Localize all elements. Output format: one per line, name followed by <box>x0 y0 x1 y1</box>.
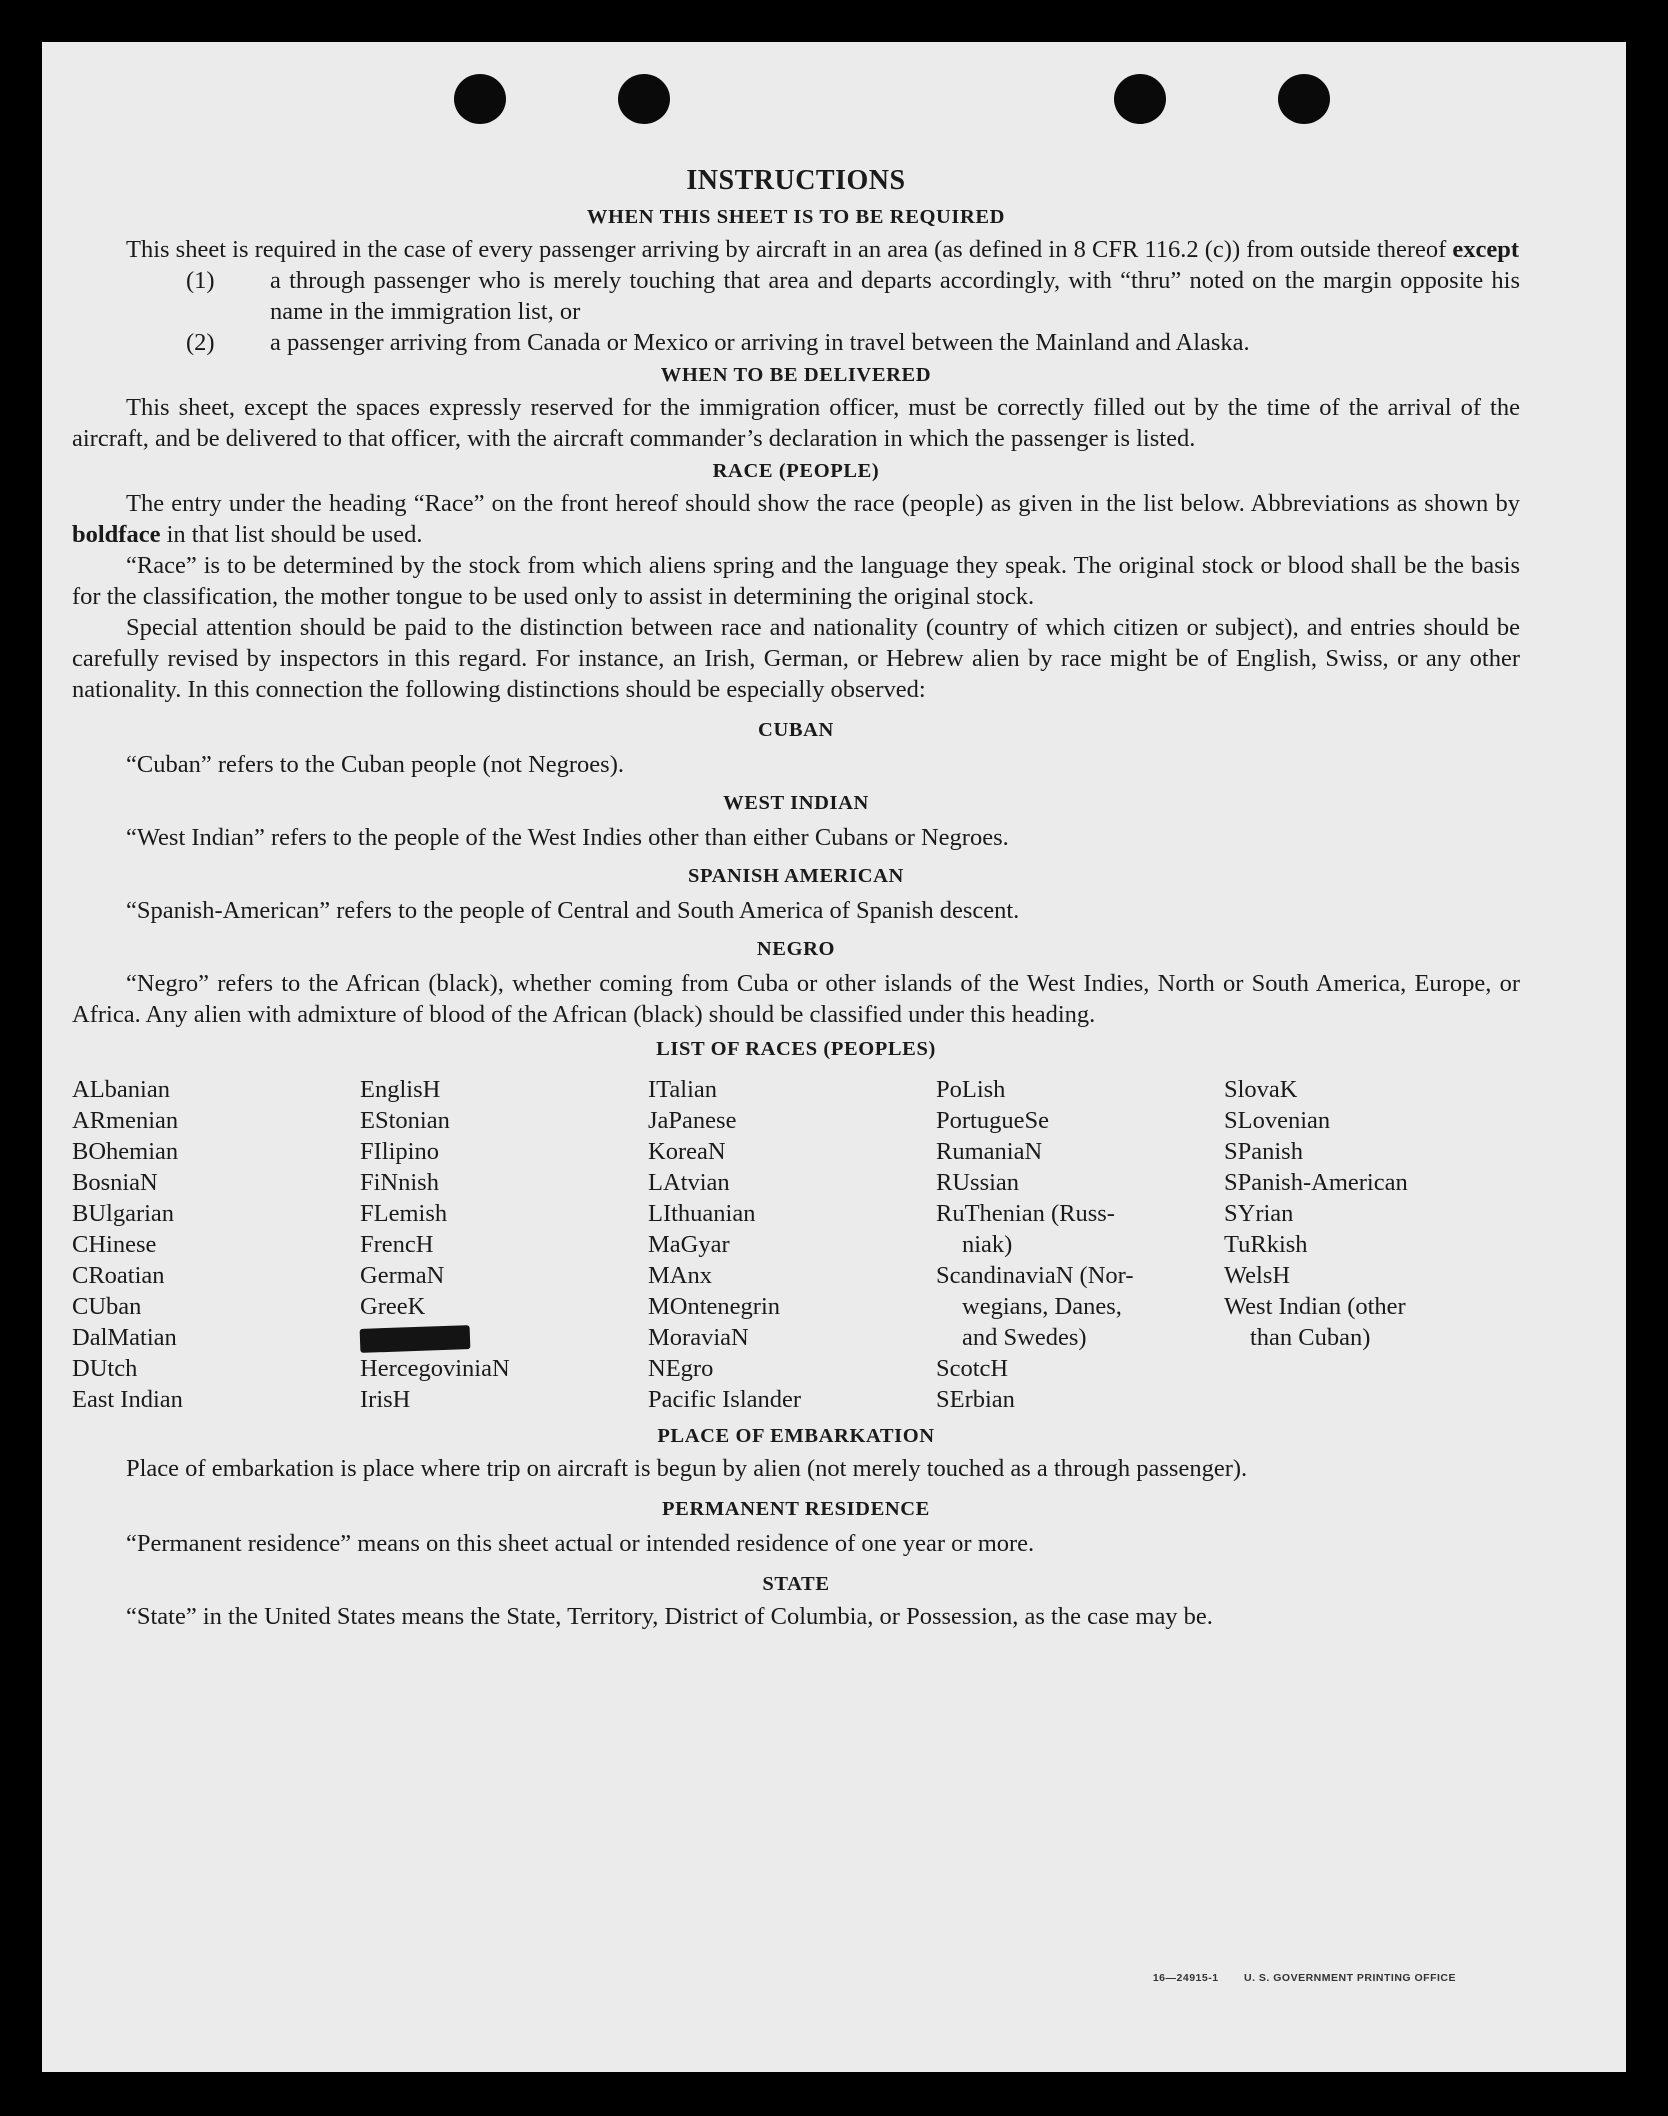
race-entry: RUssian <box>936 1169 1020 1196</box>
race-entry: ARmenian <box>72 1107 179 1134</box>
paragraph-race-1: The entry under the heading “Race” on the front hereof should show the race (people) as given in the list below. Abbreviations as shown by boldface in that list should be used. <box>72 490 1520 548</box>
heading-embarkation: PLACE OF EMBARKATION <box>657 1425 935 1447</box>
race-entry: SYrian <box>1224 1200 1294 1227</box>
heading-west-indian: WEST INDIAN <box>723 792 869 814</box>
heading-cuban: CUBAN <box>758 719 834 741</box>
race-entry: wegians, Danes, <box>962 1293 1122 1320</box>
race-entry: BUlgarian <box>72 1200 175 1227</box>
document-sheet <box>42 42 1626 2072</box>
race-column <box>1224 1074 1520 1415</box>
race-list <box>72 1074 1520 1415</box>
redaction-mark <box>360 1325 471 1353</box>
paragraph-race-2: “Race” is to be determined by the stock from which aliens spring and the language they speak. The original stock or blood shall be the basis for the classification, the mother tongue to be used only to assist in determining the original stock. <box>72 552 1520 610</box>
race-entry: WelsH <box>1224 1262 1291 1289</box>
race-entry: MOntenegrin <box>648 1293 780 1320</box>
punch-hole <box>1278 74 1330 124</box>
race-entry: PortugueSe <box>936 1107 1049 1134</box>
race-entry: GermaN <box>360 1262 445 1289</box>
race-entry: CUban <box>72 1293 142 1320</box>
race-entry: ITalian <box>648 1076 718 1103</box>
race-entry: RumaniaN <box>936 1138 1043 1165</box>
punch-hole <box>454 74 506 124</box>
race-entry: ScotcH <box>936 1355 1009 1382</box>
race-entry: EStonian <box>360 1107 450 1134</box>
race-entry: HercegoviniaN <box>360 1355 510 1382</box>
punch-hole <box>1114 74 1166 124</box>
race-entry: CRoatian <box>72 1262 165 1289</box>
race-entry: MoraviaN <box>648 1324 749 1351</box>
heading-permanent-residence: PERMANENT RESIDENCE <box>662 1498 930 1520</box>
race-entry: RuThenian (Russ- <box>936 1200 1115 1227</box>
race-entry: LIthuanian <box>648 1200 756 1227</box>
race-entry: Pacific Islander <box>648 1386 802 1413</box>
race-column <box>72 1074 360 1415</box>
race-entry: BosniaN <box>72 1169 158 1196</box>
race-entry: SLovenian <box>1224 1107 1331 1134</box>
paragraph-negro: “Negro” refers to the African (black), whether coming from Cuba or other islands of the West Indies, North or South America, Europe, or Africa. Any alien with admixture of blood of the African (black) should be classified under this heading. <box>72 970 1520 1028</box>
paragraph-cuban: “Cuban” refers to the Cuban people (not Negroes). <box>126 751 624 778</box>
punch-hole <box>618 74 670 124</box>
paragraph-when-required: This sheet is required in the case of every passenger arriving by aircraft in an area (as defined in 8 CFR 116.2 (c)) from outside thereof except <box>126 236 1520 263</box>
heading-race: RACE (PEOPLE) <box>712 460 880 482</box>
heading-when-delivered: WHEN TO BE DELIVERED <box>660 364 932 386</box>
print-footer <box>1131 1972 1456 1984</box>
race-column <box>360 1074 648 1415</box>
race-entry: FLemish <box>360 1200 448 1227</box>
race-entry: FIlipino <box>360 1138 439 1165</box>
paragraph-west-indian: “West Indian” refers to the people of the West Indies other than either Cubans or Negroes. <box>126 824 1009 851</box>
race-column <box>648 1074 936 1415</box>
paragraph-embarkation: Place of embarkation is place where trip on aircraft is begun by alien (not merely touched as a through passenger). <box>126 1455 1248 1482</box>
page-title: INSTRUCTIONS <box>686 165 906 196</box>
race-column <box>936 1074 1224 1415</box>
exception-item: (2) a passenger arriving from Canada or Mexico or arriving in travel between the Mainland and Alaska. <box>186 329 1250 356</box>
form-code: 16—24915-1 <box>1152 1972 1219 1984</box>
race-entry: SErbian <box>936 1386 1015 1413</box>
race-entry: TuRkish <box>1224 1231 1308 1258</box>
race-entry: EnglisH <box>360 1076 441 1103</box>
race-entry: JaPanese <box>648 1107 737 1134</box>
race-entry: GreeK <box>360 1293 426 1320</box>
race-entry: KoreaN <box>648 1138 726 1165</box>
race-entry: DalMatian <box>72 1324 177 1351</box>
heading-spanish-american: SPANISH AMERICAN <box>688 865 904 887</box>
race-entry-redacted <box>360 1322 648 1353</box>
heading-state: STATE <box>762 1573 830 1595</box>
race-entry: and Swedes) <box>962 1324 1087 1351</box>
race-entry: FrencH <box>360 1231 434 1258</box>
race-entry: SPanish-American <box>1224 1169 1408 1196</box>
race-entry: East Indian <box>72 1386 183 1413</box>
race-entry: niak) <box>962 1231 1013 1258</box>
race-entry: NEgro <box>648 1355 714 1382</box>
race-entry: ScandinaviaN (Nor- <box>936 1262 1134 1289</box>
race-entry: MaGyar <box>648 1231 730 1258</box>
race-entry: ALbanian <box>72 1076 170 1103</box>
heading-when-required: WHEN THIS SHEET IS TO BE REQUIRED <box>586 206 1006 228</box>
paragraph-state: “State” in the United States means the State, Territory, District of Columbia, or Possession, as the case may be. <box>126 1603 1213 1630</box>
paragraph-spanish-american: “Spanish-American” refers to the people of Central and South America of Spanish descent. <box>126 897 1020 924</box>
race-entry: LAtvian <box>648 1169 730 1196</box>
race-entry: CHinese <box>72 1231 157 1258</box>
paragraph-permanent-residence: “Permanent residence” means on this sheet actual or intended residence of one year or more. <box>126 1530 1035 1557</box>
race-entry: BOhemian <box>72 1138 179 1165</box>
printer-name: U. S. GOVERNMENT PRINTING OFFICE <box>1243 1972 1456 1984</box>
paragraph-race-3: Special attention should be paid to the distinction between race and nationality (country of which citizen or subject), and entries should be carefully revised by inspectors in this regard. For instance, an Irish, German, or Hebrew alien by race might be of English, Swiss, or any other nationality. In this connection the following distinctions should be especially observed: <box>72 614 1520 703</box>
race-entry: DUtch <box>72 1355 138 1382</box>
race-entry: IrisH <box>360 1386 411 1413</box>
heading-negro: NEGRO <box>756 938 836 960</box>
heading-list-of-races: LIST OF RACES (PEOPLES) <box>656 1038 936 1060</box>
exception-item: (1) a through passenger who is merely touching that area and departs accordingly, with “thru” noted on the margin opposite his name in the immigration list, or <box>186 267 1520 325</box>
instructions-content <box>72 164 1520 1632</box>
race-entry: SPanish <box>1224 1138 1303 1165</box>
race-entry: West Indian (other <box>1224 1293 1406 1320</box>
race-entry: than Cuban) <box>1250 1324 1371 1351</box>
race-entry: FiNnish <box>360 1169 439 1196</box>
paragraph-when-delivered: This sheet, except the spaces expressly reserved for the immigration officer, must be correctly filled out by the time of the arrival of the aircraft, and be delivered to that officer, with the aircraft commander’s declaration in which the passenger is listed. <box>72 394 1520 452</box>
race-entry: MAnx <box>648 1262 712 1289</box>
race-entry: PoLish <box>936 1076 1006 1103</box>
race-entry: SlovaK <box>1224 1076 1298 1103</box>
